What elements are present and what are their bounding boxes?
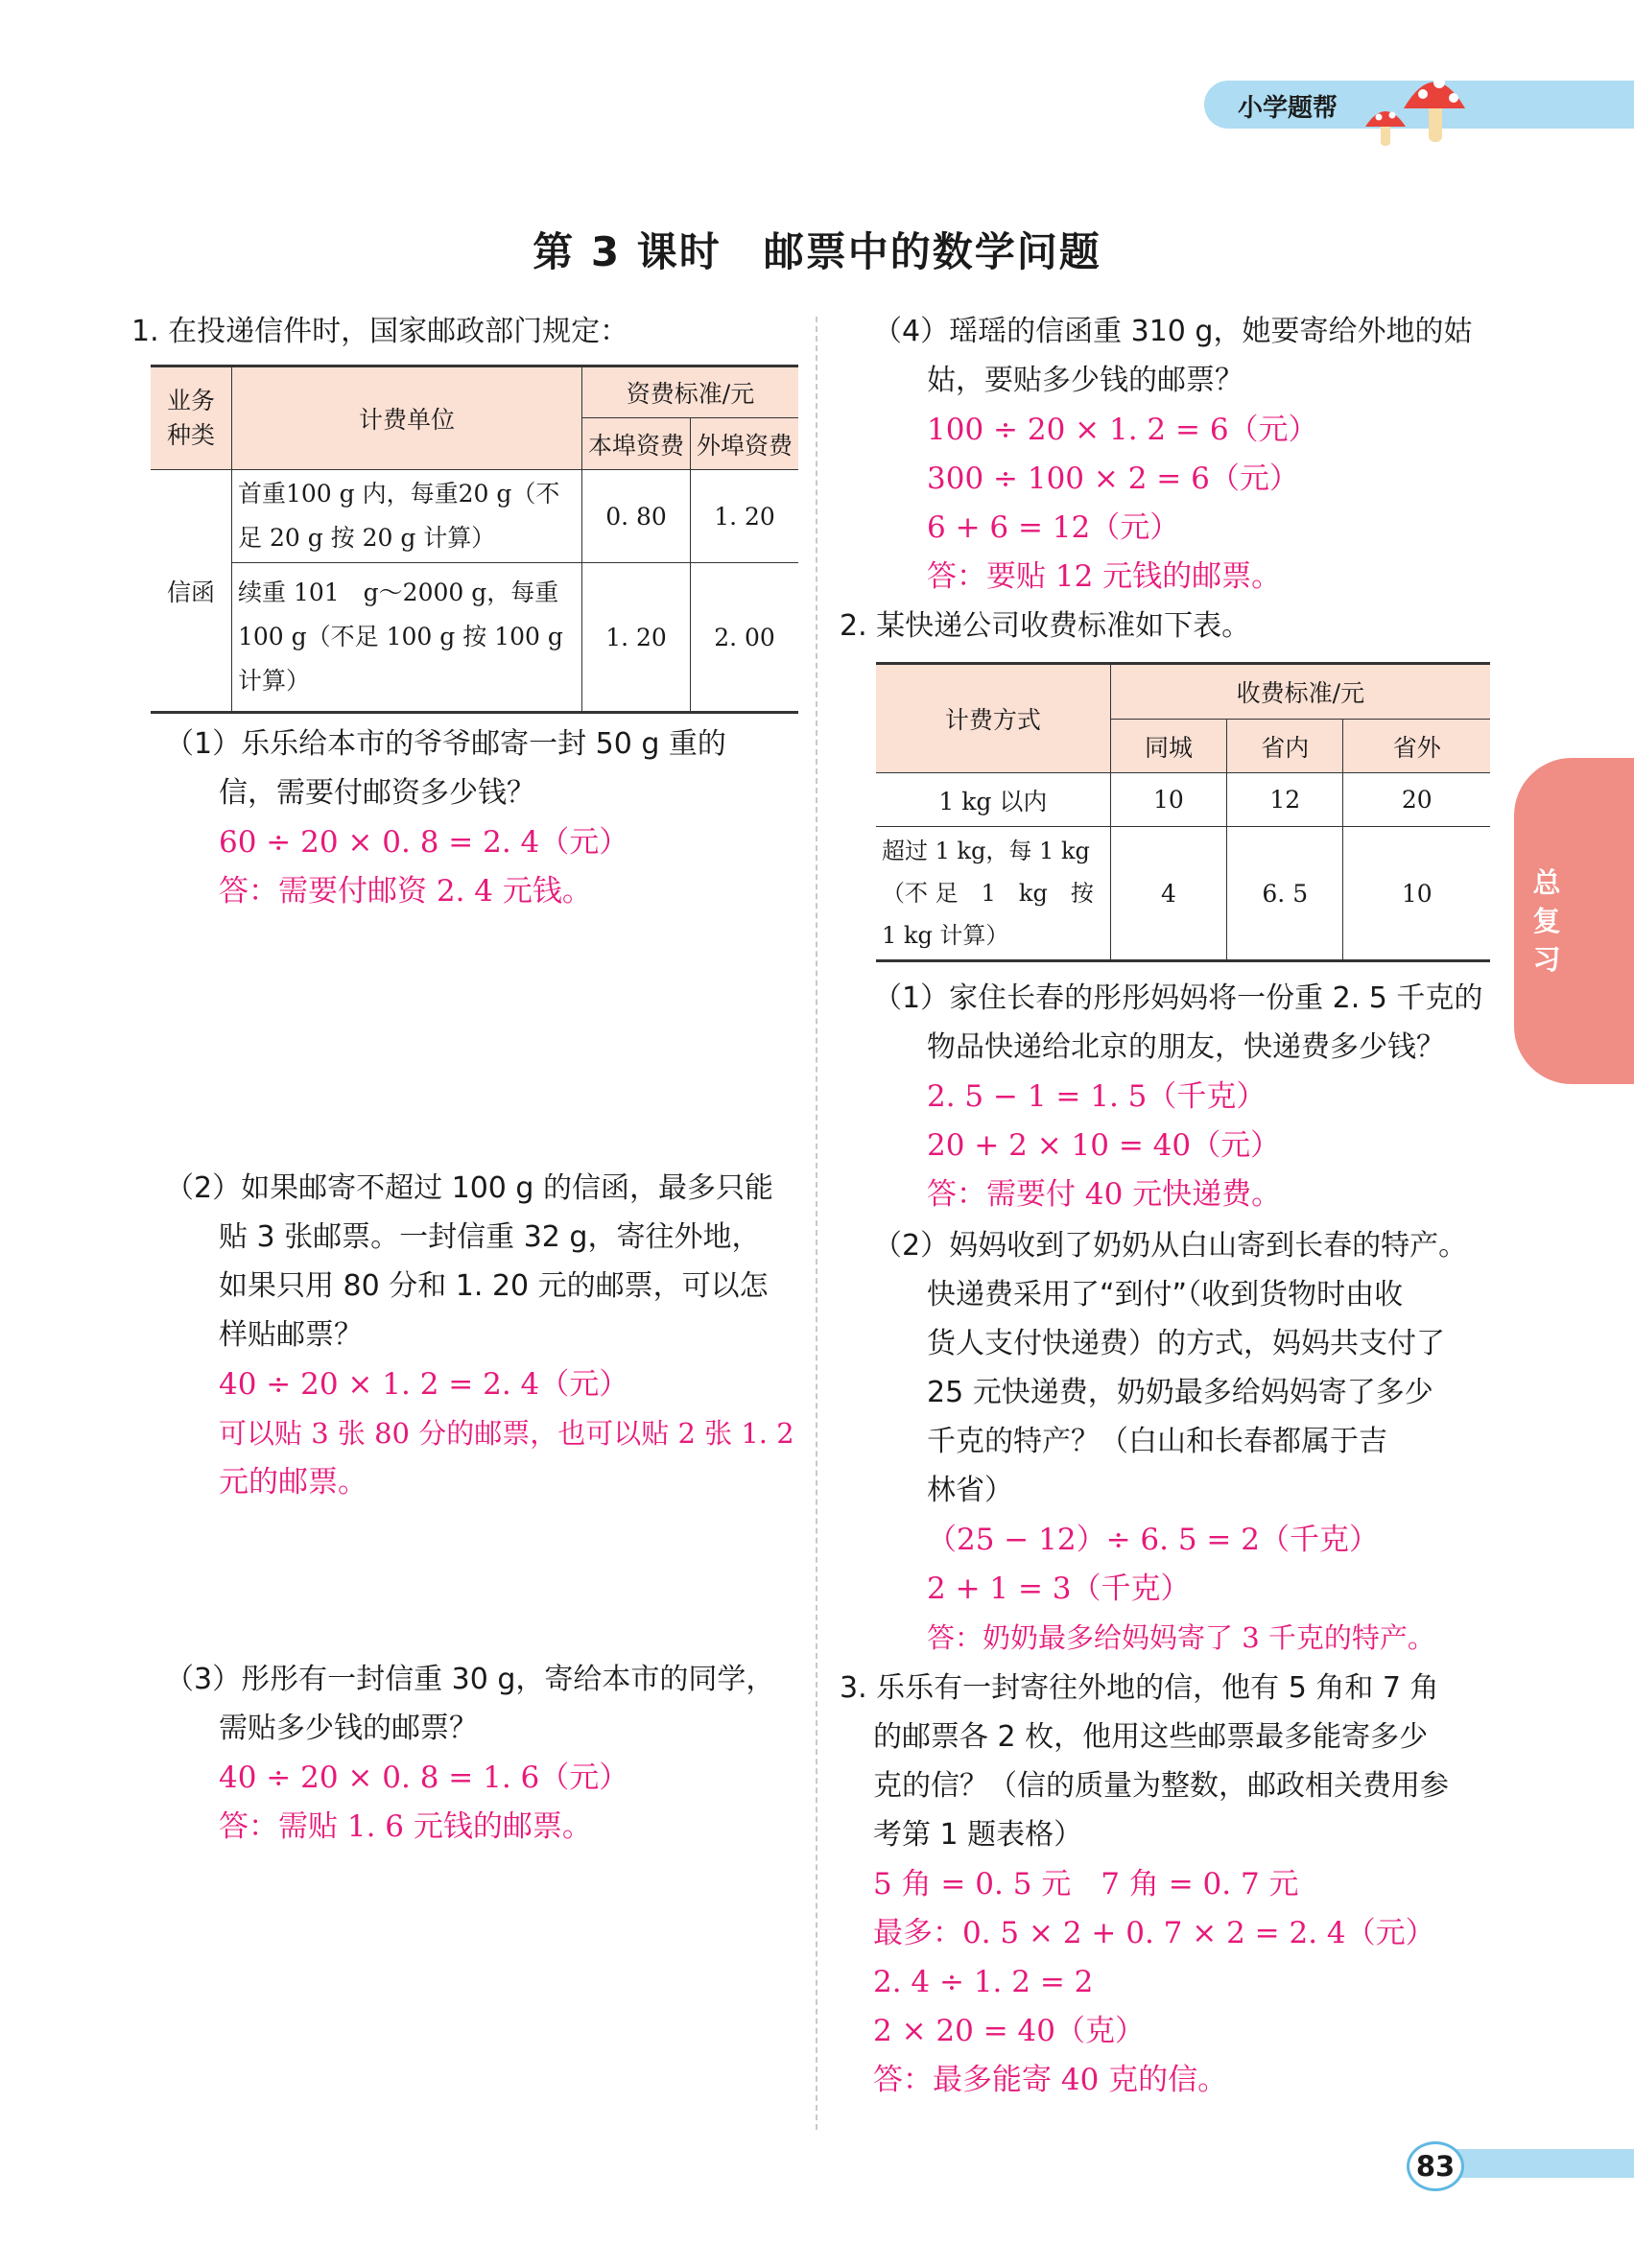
table-header-cell: 计费方式 <box>876 664 1110 773</box>
table-header-cell: 资费标准/元 <box>582 366 799 418</box>
question-text: 贴 3 张邮票。一封信重 32 g，寄往外地， <box>219 1220 761 1254</box>
table-cell: 0. 80 <box>582 470 691 563</box>
question-text: 快递费采用了“到付”（收到货物时由收 <box>927 1278 1404 1311</box>
table-cell: 信函 <box>151 470 232 713</box>
answer-text: 元的邮票。 <box>219 1465 367 1500</box>
answer-text: 40 ÷ 20 × 0. 8 = 1. 6（元） <box>219 1760 629 1795</box>
q2-stem: 2. 某快递公司收费标准如下表。 <box>840 609 1251 643</box>
table-cell: 10 <box>1343 827 1490 961</box>
question-text: （2）如果邮寄不超过 100 g 的信函，最多只能 <box>165 1171 773 1205</box>
answer-text: 300 ÷ 100 × 2 = 6（元） <box>927 461 1299 496</box>
table-header-cell: 同城 <box>1110 720 1226 773</box>
question-text: 物品快递给北京的朋友，快递费多少钱？ <box>927 1030 1445 1064</box>
table-cell: 续重 101 g～2000 g，每重 100 g（不足 100 g 按 100 g 计算） <box>232 563 582 713</box>
question-text: 货人支付快递费）的方式，妈妈共支付了 <box>927 1327 1445 1360</box>
table-header-cell: 本埠资费 <box>582 418 691 470</box>
postage-table <box>151 365 798 714</box>
question-text: （1）乐乐给本市的爷爷邮寄一封 50 g 重的 <box>165 727 726 761</box>
question-text: 林省） <box>927 1474 1013 1507</box>
answer-text: 可以贴 3 张 80 分的邮票，也可以贴 2 张 1. 2 <box>219 1417 794 1450</box>
page-title: 第 3 课时 邮票中的数学问题 <box>533 228 1101 275</box>
express-fee-table <box>876 662 1490 962</box>
q1-stem: 1. 在投递信件时，国家邮政部门规定： <box>131 315 629 348</box>
table-header-cell: 省内 <box>1227 720 1343 773</box>
question-text: 千克的特产？（白山和长春都属于吉 <box>927 1425 1387 1458</box>
table-cell: 10 <box>1110 773 1226 827</box>
question-text: 的邮票各 2 枚，他用这些邮票最多能寄多少 <box>873 1720 1429 1754</box>
answer-text: 2 + 1 = 3（千克） <box>927 1571 1191 1606</box>
table-cell: 6. 5 <box>1227 827 1343 961</box>
question-text: 需贴多少钱的邮票？ <box>219 1712 478 1745</box>
question-text: 样贴邮票？ <box>219 1318 363 1352</box>
answer-text: 40 ÷ 20 × 1. 2 = 2. 4（元） <box>219 1367 629 1402</box>
answer-text: 20 + 2 × 10 = 40（元） <box>927 1128 1281 1163</box>
answer-text: 6 + 6 = 12（元） <box>927 510 1180 545</box>
brand-label: 小学题帮 <box>1238 94 1338 123</box>
table-cell: 超过 1 kg，每 1 kg （不 足 1 kg 按 1 kg 计算） <box>876 827 1110 961</box>
answer-text: 2. 5 − 1 = 1. 5（千克） <box>927 1079 1267 1114</box>
question-text: 克的信？（信的质量为整数，邮政相关费用参 <box>873 1769 1449 1803</box>
answer-text: 60 ÷ 20 × 0. 8 = 2. 4（元） <box>219 825 629 860</box>
answer-text: 5 角 = 0. 5 元 7 角 = 0. 7 元 <box>873 1867 1299 1902</box>
table-cell: 首重100 g 内，每重20 g（不 足 20 g 按 20 g 计算） <box>232 470 582 563</box>
table-header-cell: 业务 种类 <box>151 366 232 470</box>
table-cell: 1. 20 <box>691 470 799 563</box>
answer-text: （25 − 12）÷ 6. 5 = 2（千克） <box>927 1523 1379 1557</box>
mushroom-icon <box>1348 56 1473 152</box>
question-text: 25 元快递费，奶奶最多给妈妈寄了多少 <box>927 1376 1433 1409</box>
answer-text: 最多：0. 5 × 2 + 0. 7 × 2 = 2. 4（元） <box>873 1916 1435 1950</box>
column-divider <box>816 317 817 2130</box>
question-text: 信，需要付邮资多少钱？ <box>219 776 535 810</box>
question-text: 考第 1 题表格） <box>873 1818 1083 1852</box>
table-cell: 4 <box>1110 827 1226 961</box>
table-cell: 1. 20 <box>582 563 691 713</box>
table-header-cell: 省外 <box>1343 720 1490 773</box>
table-cell: 2. 00 <box>691 563 799 713</box>
answer-text: 答：奶奶最多给妈妈寄了 3 千克的特产。 <box>927 1621 1435 1654</box>
table-header-cell: 收费标准/元 <box>1110 664 1490 720</box>
table-header-cell: 计费单位 <box>232 366 582 470</box>
question-text: 3. 乐乐有一封寄往外地的信，他有 5 角和 7 角 <box>840 1671 1439 1705</box>
question-text: （4）瑶瑶的信函重 310 g，她要寄给外地的姑 <box>873 315 1473 348</box>
answer-text: 答：要贴 12 元钱的邮票。 <box>927 559 1282 594</box>
question-text: （2）妈妈收到了奶奶从白山寄到长春的特产。 <box>873 1229 1468 1263</box>
answer-text: 答：需要付邮资 2. 4 元钱。 <box>219 874 592 909</box>
answer-text: 答：需贴 1. 6 元钱的邮票。 <box>219 1809 592 1844</box>
question-text: （3）彤彤有一封信重 30 g，寄给本市的同学， <box>165 1663 775 1696</box>
table-cell: 12 <box>1227 773 1343 827</box>
answer-text: 答：最多能寄 40 克的信。 <box>873 2063 1228 2097</box>
table-cell: 1 kg 以内 <box>876 773 1110 827</box>
answer-text: 2. 4 ÷ 1. 2 = 2 <box>873 1965 1094 1999</box>
table-header-cell: 外埠资费 <box>691 418 799 470</box>
answer-text: 答：需要付 40 元快递费。 <box>927 1177 1282 1212</box>
footer-bar <box>1439 2149 1634 2178</box>
side-tab-label: 总复习 <box>1532 866 1561 976</box>
answer-text: 2 × 20 = 40（克） <box>873 2014 1145 2048</box>
answer-text: 100 ÷ 20 × 1. 2 = 6（元） <box>927 413 1318 447</box>
table-cell: 20 <box>1343 773 1490 827</box>
question-text: （1）家住长春的彤彤妈妈将一份重 2. 5 千克的 <box>873 981 1483 1015</box>
question-text: 姑，要贴多少钱的邮票？ <box>927 364 1243 397</box>
page-number: 83 <box>1407 2141 1464 2191</box>
question-text: 如果只用 80 分和 1. 20 元的邮票，可以怎 <box>219 1269 769 1303</box>
